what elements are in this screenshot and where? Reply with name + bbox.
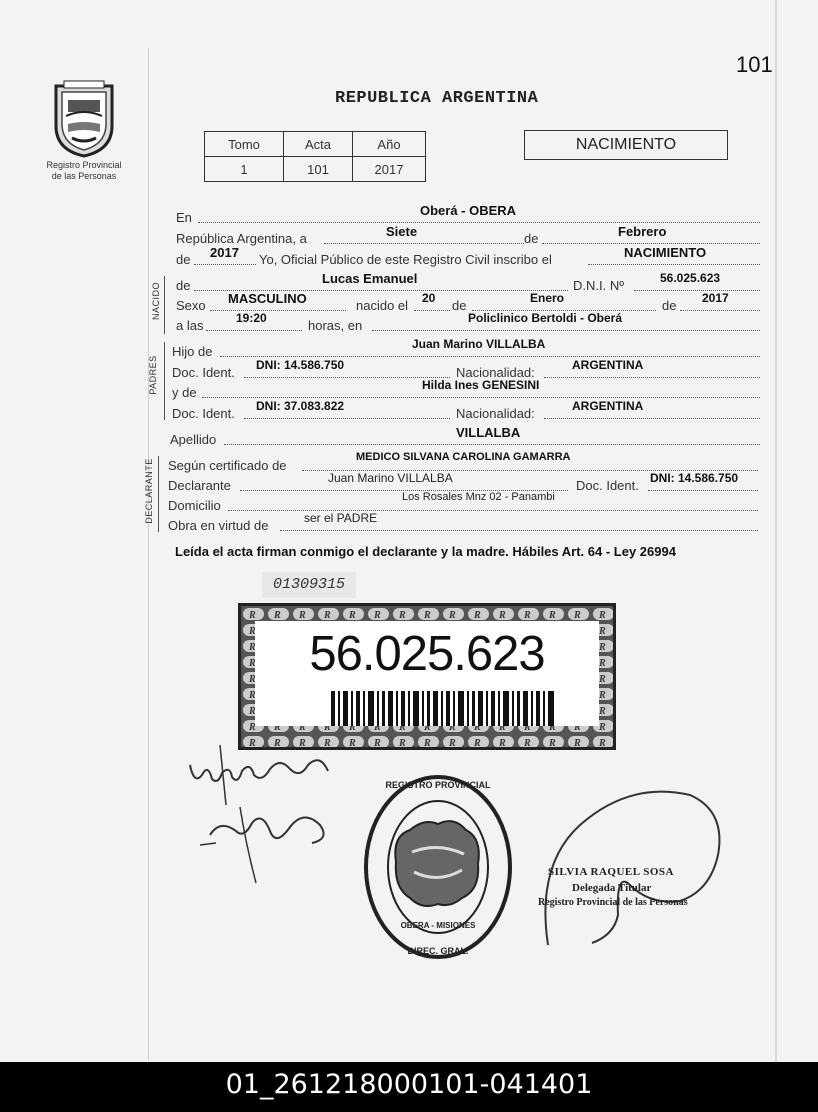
svg-text:OBERA - MISIONES: OBERA - MISIONES (400, 921, 476, 930)
section-bracket (164, 342, 165, 420)
a-las-label: a las (176, 318, 204, 333)
republica-label: República Argentina, a (176, 231, 307, 246)
nacionalidad-label: Nacionalidad: (456, 365, 535, 380)
official-role: Delegada Titular (572, 882, 652, 894)
row-anio (176, 245, 760, 268)
document-title: REPUBLICA ARGENTINA (335, 89, 539, 108)
row-domicilio (168, 491, 758, 514)
declarante-doc: DNI: 14.586.750 (650, 471, 739, 485)
doc-ident-label: Doc. Ident. (576, 478, 639, 493)
doc-ident-label: Doc. Ident. (172, 406, 235, 421)
registry-value-anio: 2017 (353, 157, 426, 182)
de-label: de (452, 298, 467, 313)
svg-text:REGISTRO PROVINCIAL: REGISTRO PROVINCIAL (385, 780, 491, 790)
child-dni: 56.025.623 (660, 271, 721, 285)
father-name: Juan Marino VILLALBA (412, 337, 546, 351)
birth-time: 19:20 (236, 311, 267, 325)
row-apellido (170, 425, 760, 448)
declarant-signatures (180, 735, 340, 885)
apellido-value: VILLALBA (456, 425, 521, 440)
mother-nationality: ARGENTINA (572, 399, 644, 413)
declarante-label: Declarante (168, 478, 231, 493)
child-name: Lucas Emanuel (322, 271, 418, 286)
logo-caption (38, 160, 130, 182)
birth-place: Policlinico Bertoldi - Oberá (468, 311, 623, 325)
apellido-label: Apellido (170, 432, 217, 447)
de-label: de (662, 298, 677, 313)
logo-caption-line1: Registro Provincial (46, 160, 122, 170)
declarante-name: Juan Marino VILLALBA (328, 471, 453, 485)
dni-label: D.N.I. Nº (573, 278, 624, 293)
province-seal-logo (50, 80, 118, 158)
page-number: 101 (736, 52, 773, 77)
hijo-de-label: Hijo de (172, 344, 213, 359)
horas-en-label: horas, en (308, 318, 363, 333)
dotted-line (324, 229, 524, 244)
margin-line (148, 48, 149, 1060)
yo-label: Yo, Oficial Público de este Registro Civil inscribo el (259, 252, 552, 267)
sexo-label: Sexo (176, 298, 206, 313)
registry-header-acta: Acta (284, 132, 353, 157)
section-bracket (164, 276, 165, 334)
birth-month: Enero (530, 291, 565, 305)
barcode (331, 691, 556, 726)
section-bracket (158, 456, 159, 532)
mother-name: Hilda Ines GENESINI (422, 378, 540, 392)
row-hora (176, 311, 760, 334)
closing-statement: Leída el acta firman conmigo el declarante y la madre. Hábiles Art. 64 - Ley 26994 (175, 544, 676, 559)
certificado-label: Según certificado de (168, 458, 287, 473)
row-en (176, 203, 760, 226)
svg-text:DIREC. GRAL.: DIREC. GRAL. (407, 946, 469, 956)
logo-caption-line2: de las Personas (51, 171, 117, 181)
security-dni-number: 56.025.623 (309, 627, 545, 681)
anio-value: 2017 (210, 245, 239, 260)
birth-day: 20 (422, 291, 436, 305)
section-padres-label: PADRES (148, 355, 158, 395)
nacionalidad-label: Nacionalidad: (456, 406, 535, 421)
obra-label: Obra en virtud de (168, 518, 269, 533)
mes-value: Febrero (618, 224, 667, 239)
official-office: Registro Provincial de las Personas (538, 897, 688, 908)
en-value: Oberá - OBERA (420, 203, 517, 218)
father-doc: DNI: 14.586.750 (256, 358, 345, 372)
certificado-value: MEDICO SILVANA CAROLINA GAMARRA (356, 451, 571, 463)
child-sex: MASCULINO (228, 291, 307, 306)
registry-value-tomo: 1 (205, 157, 284, 182)
row-madre-doc (172, 399, 760, 422)
doc-ident-label: Doc. Ident. (172, 365, 235, 380)
security-sticker (238, 603, 616, 750)
nacido-el-label: nacido el (356, 298, 409, 313)
footer-code: 01_261218000101-041401 (0, 1062, 818, 1112)
father-nationality: ARGENTINA (572, 358, 644, 372)
registry-header-tomo: Tomo (205, 132, 284, 157)
domicilio-label: Domicilio (168, 498, 221, 513)
dia-value: Siete (386, 224, 418, 239)
security-label (255, 621, 599, 726)
registry-header-anio: Año (353, 132, 426, 157)
registry-value-acta: 101 (284, 157, 353, 182)
birth-year: 2017 (702, 291, 729, 305)
official-name: SILVIA RAQUEL SOSA (548, 866, 674, 878)
de-label: de (176, 252, 191, 267)
de-label: de (176, 278, 191, 293)
inscripcion-value: NACIMIENTO (624, 245, 707, 260)
document-type-box: NACIMIENTO (524, 130, 728, 160)
y-de-label: y de (172, 385, 197, 400)
serial-stamp: 01309315 (262, 572, 356, 598)
official-signature-stroke (540, 775, 730, 955)
row-obra (168, 511, 758, 534)
section-nacido-label: NACIDO (151, 282, 161, 321)
de-label: de (524, 231, 539, 246)
domicilio-value: Los Rosales Mnz 02 - Panambi (402, 491, 555, 503)
official-stamp (362, 772, 514, 962)
registry-table (204, 131, 426, 182)
en-label: En (176, 210, 192, 225)
section-declarante-label: DECLARANTE (144, 458, 154, 524)
obra-value: ser el PADRE (304, 511, 378, 525)
mother-doc: DNI: 37.083.822 (256, 399, 345, 413)
page-edge (775, 0, 777, 1062)
